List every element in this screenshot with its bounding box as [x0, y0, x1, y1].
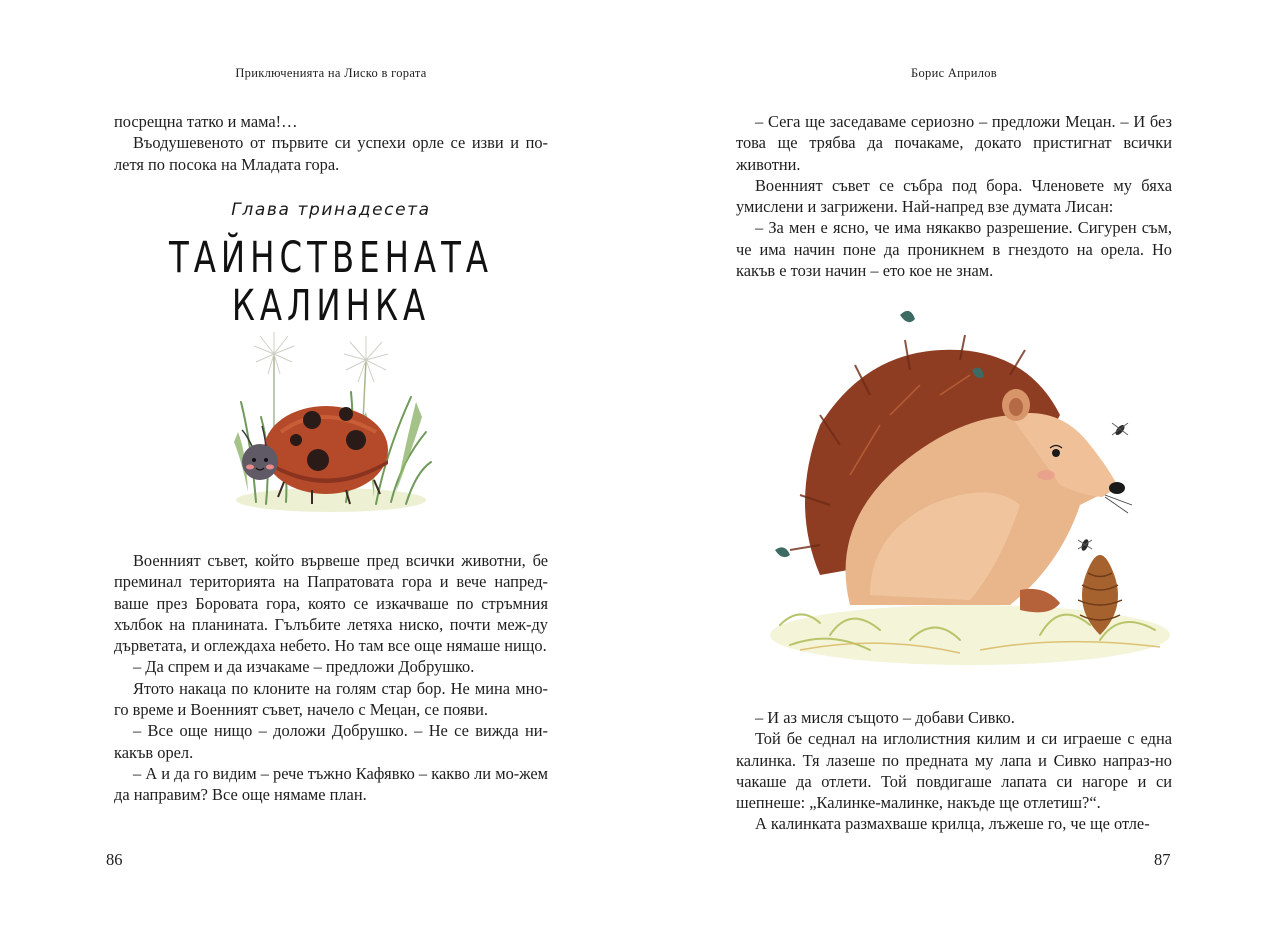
paragraph: – А и да го видим – рече тъжно Кафявко – какво ли мо-жем да направим? Все още нямаме план.	[114, 763, 548, 805]
page-number: 86	[106, 850, 123, 869]
page-number: 87	[1154, 850, 1171, 869]
right-page	[642, 0, 1285, 945]
chapter-label: Глава тринадесета	[231, 200, 431, 220]
paragraph: – Сега ще заседаваме сериозно – предложи Мецан. – И без това ще трябва да почакаме, докато пристигнат всички животни.	[736, 112, 1172, 174]
paragraph: Военният съвет се събра под бора. Членовете му бяха умислени и загрижени. Най-напред взе думата Лисан:	[736, 175, 1172, 217]
ladybug-illustration	[226, 322, 436, 522]
top-text	[114, 111, 548, 175]
running-head: Приключенията на Лиско в гората	[235, 66, 427, 80]
paragraph: Той бе седнал на иглолистния килим и си играеше с една калинка. Тя лазеше по предната му лапа и Сивко напраз-но чакаше да отлети. Той повдигаше лапата си нагоре и си шепнеше: „Калинке-малинке, накъде ще отлетиш?“.	[736, 729, 1172, 813]
bottom-text	[736, 707, 1172, 835]
paragraph: Военният съвет, който вървеше пред всички животни, бе преминал територията на Папратовата гора и вече напред-ваше през Боровата гора, която се изкачваше по стръмния хълбок на планината. Гълъбите летяха ниско, почти меж-ду дърветата, и оглеждаха небето. Но там все още нямаше нищо.	[114, 551, 548, 656]
paragraph: А калинката размахваше крилца, лъжеше го, че ще отле-	[755, 814, 1150, 834]
bottom-text	[114, 550, 548, 806]
paragraph: Въодушевеното от първите си успехи орле се изви и по-летя по посока на Младата гора.	[114, 133, 548, 174]
paragraph: посрещна татко и мама!…	[114, 112, 298, 131]
paragraph: – И аз мисля същото – добави Сивко.	[755, 708, 1015, 727]
left-page	[0, 0, 642, 945]
paragraph: Ятото накаца по клоните на голям стар бор. Не мина мно-го време и Военният съвет, начело с Мецан, се появи.	[114, 678, 548, 720]
top-text	[736, 111, 1172, 281]
chapter-title: ТАЙНСТВЕНАТА КАЛИНКА	[168, 234, 494, 331]
paragraph: – За мен е ясно, че има някакво разрешение. Сигурен съм, че има начин поне да проникнем в гнездото на орела. Но какъв е този начин – ето кое не знам.	[736, 218, 1172, 281]
paragraph: – Все още нищо – доложи Добрушко. – Не се вижда ни-какъв орел.	[114, 721, 548, 762]
running-head: Борис Априлов	[911, 66, 997, 80]
hedgehog-illustration	[760, 305, 1180, 690]
paragraph: – Да спрем и да изчакаме – предложи Добрушко.	[133, 657, 475, 677]
